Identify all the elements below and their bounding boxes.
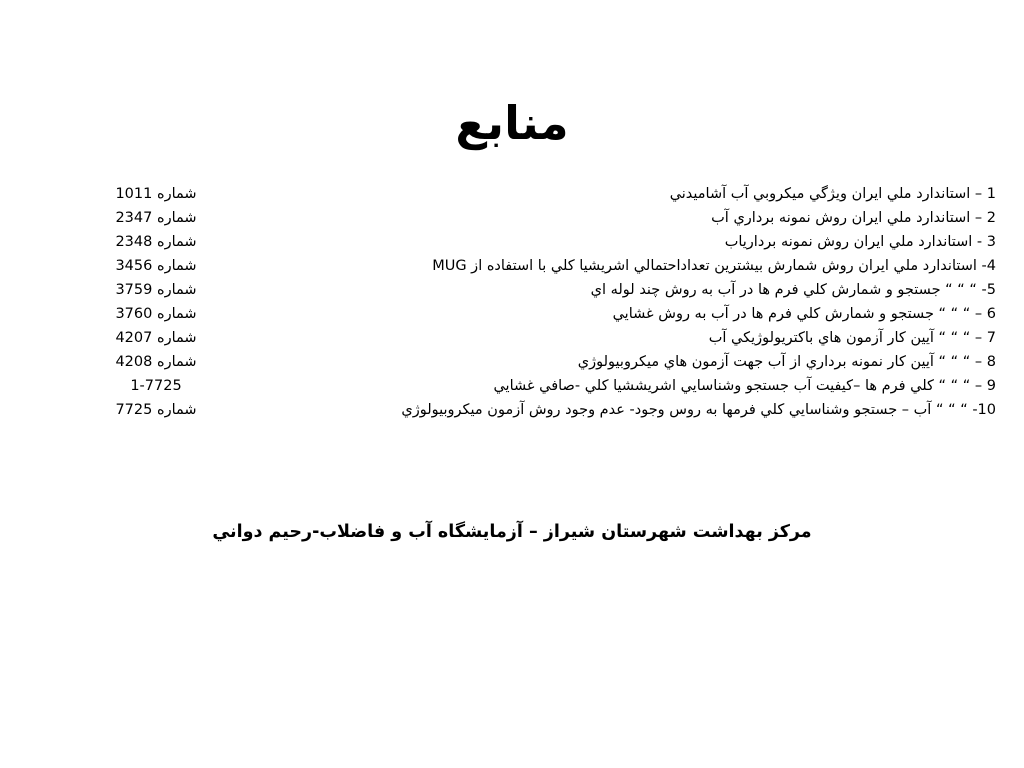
reference-text: 2 – استاندارد ملي ايران روش نمونه برداري آب [711, 210, 996, 226]
list-item [100, 206, 996, 230]
list-item [100, 230, 996, 254]
reference-text: 7 – “ “ “ آيين كار آزمون هاي باكتريولوژيكي آب [708, 330, 996, 346]
list-item [100, 182, 996, 206]
list-item [100, 326, 996, 350]
reference-text: 8 – “ “ “ آيين كار نمونه برداري از آب جهت آزمون هاي ميكروبيولوژي [577, 354, 996, 370]
reference-text: 5- “ “ “ جستجو و شمارش كلي فرم ها در آب به روش چند لوله اي [590, 282, 996, 298]
list-item [100, 278, 996, 302]
list-item [100, 254, 996, 278]
reference-text: 10- “ “ “ آب – جستجو وشناسايي كلي فرمها به روس وجود- عدم وجود روش آزمون ميكروبيولوژي [401, 402, 996, 418]
standard-number: شماره 3456 [115, 258, 197, 274]
reference-text: 4- استاندارد ملي ايران روش شمارش بيشترين تعداداحتمالي اشريشيا كلي با استفاده از MUG [432, 258, 996, 274]
list-item [100, 398, 996, 422]
reference-text: 1 – استاندارد ملي ايران ويژگي ميكروبي آب آشاميدني [669, 186, 996, 202]
standard-number: شماره 4208 [115, 354, 197, 370]
reference-text: 3 - استاندارد ملي ايران روش نمونه بردارياب [724, 234, 996, 250]
standard-number: شماره 2348 [115, 234, 197, 250]
list-item [100, 350, 996, 374]
page-title: منابع [455, 95, 569, 150]
references-list [100, 182, 996, 422]
list-item [100, 374, 996, 398]
standard-number: شماره 4207 [115, 330, 197, 346]
standard-number: شماره 3759 [115, 282, 197, 298]
standard-number: شماره 1011 [115, 186, 197, 202]
list-item [100, 302, 996, 326]
standard-number: شماره 2347 [115, 210, 197, 226]
reference-text: 9 – “ “ “ كلي فرم ها –كيفيت آب جستجو وشناسايي اشريششيا كلي -صافي غشايي [493, 378, 996, 394]
footer-credit: مركز بهداشت شهرستان شيراز – آزمايشگاه آب و فاضلاب-رحيم دواني [212, 522, 812, 542]
standard-number: 1-7725 [130, 378, 182, 394]
standard-number: شماره 3760 [115, 306, 197, 322]
standard-number: شماره 7725 [115, 402, 197, 418]
reference-text: 6 – “ “ “ جستجو و شمارش كلي فرم ها در آب به روش غشايي [612, 306, 996, 322]
